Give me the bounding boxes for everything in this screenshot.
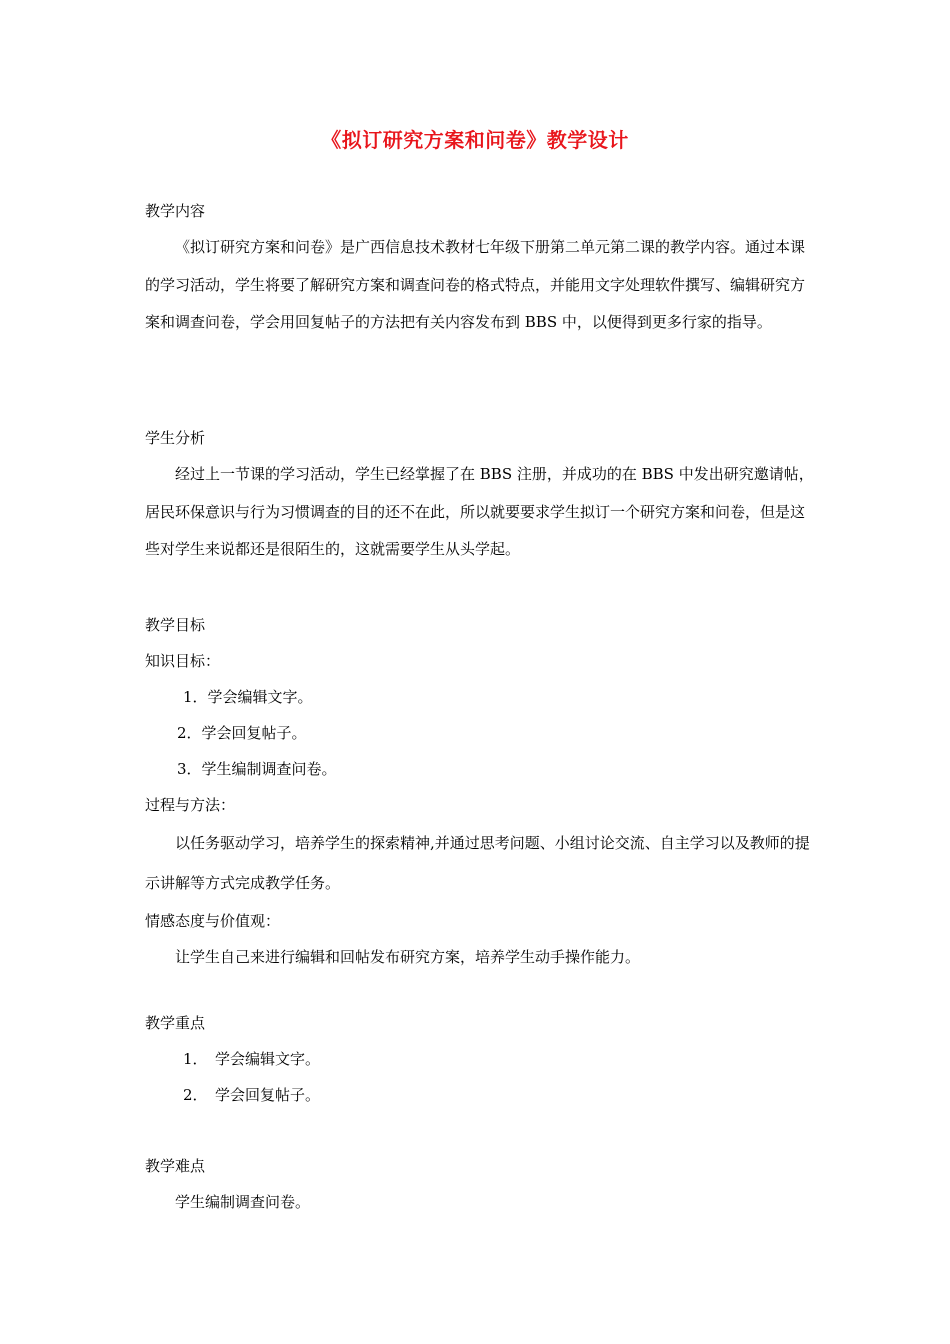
section-paragraph: 以任务驱动学习，培养学生的探索精神,并通过思考问题、小组讨论交流、自主学习以及教师的提示讲解等方式完成教学任务。 <box>145 834 810 892</box>
attitude-values-label: 情感态度与价值观： <box>145 912 281 930</box>
section-paragraph: 让学生自己来进行编辑和回帖发布研究方案，培养学生动手操作能力。 <box>175 948 641 966</box>
section-heading: 教学难点 <box>145 1157 206 1175</box>
list-item: 3．学生编制调查问卷。 <box>177 760 337 778</box>
list-item: 2． 学会回复帖子。 <box>183 1086 321 1104</box>
section-teaching-goals <box>145 607 815 977</box>
document-title: 《拟订研究方案和问卷》教学设计 <box>321 128 629 152</box>
section-paragraph: 学生编制调查问卷。 <box>175 1193 311 1211</box>
section-paragraph: 经过上一节课的学习活动，学生已经掌握了在 BBS 注册，并成功的在 BBS 中发出研究邀请帖，居民环保意识与行为习惯调查的目的还不在此，所以就要要求学生拟订一个研究方案和问卷，但是这些对学生来说都还是很陌生的，这就需要学生从头学起。 <box>145 465 814 558</box>
list-item: 2．学会回复帖子。 <box>177 724 307 742</box>
process-method-label: 过程与方法： <box>145 796 236 814</box>
section-key-points <box>145 1005 815 1113</box>
section-teaching-content <box>145 193 815 342</box>
section-heading: 教学目标 <box>145 616 206 634</box>
section-heading: 教学内容 <box>145 202 206 220</box>
list-item: 1．学会编辑文字。 <box>183 688 313 706</box>
list-item: 1． 学会编辑文字。 <box>183 1050 321 1068</box>
section-heading: 学生分析 <box>145 429 206 447</box>
section-student-analysis <box>145 420 815 569</box>
section-paragraph: 《拟订研究方案和问卷》是广西信息技术教材七年级下册第二单元第二课的教学内容。通过本课的学习活动，学生将要了解研究方案和调查问卷的格式特点，并能用文字处理软件撰写、编辑研究方案和调查问卷，学会用回复帖子的方法把有关内容发布到 BBS 中，以便得到更多行家的指导。 <box>145 238 806 331</box>
section-difficulties <box>145 1148 815 1222</box>
knowledge-goals-label: 知识目标： <box>145 652 221 670</box>
section-heading: 教学重点 <box>145 1014 206 1032</box>
